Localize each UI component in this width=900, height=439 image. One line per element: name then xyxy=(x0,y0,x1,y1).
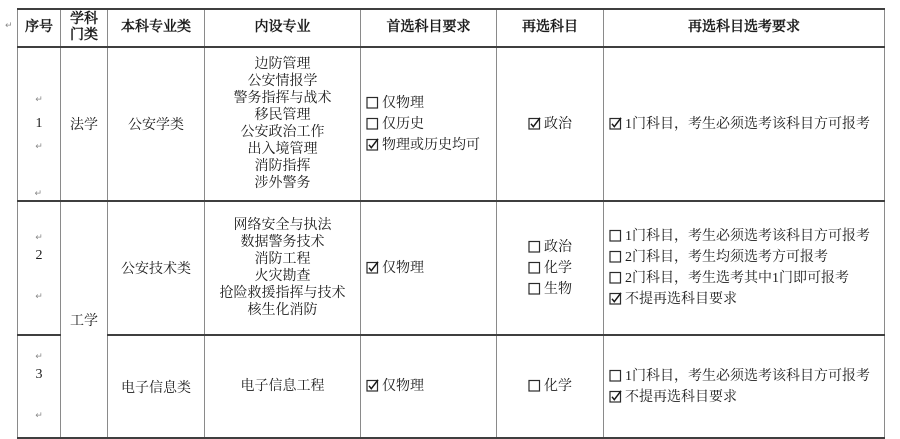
option-label: 仅物理 xyxy=(382,95,424,111)
option-label: 1门科目，考生必须选考该科目方可报考 xyxy=(625,116,870,132)
option-line xyxy=(497,376,603,397)
table-row-2 xyxy=(18,201,885,335)
option-line xyxy=(366,258,496,279)
option-label: 仅物理 xyxy=(382,379,424,394)
option-label: 政治 xyxy=(544,239,572,255)
paragraph-mark: ↵ xyxy=(35,233,43,243)
seq-stack xyxy=(18,353,60,421)
sub-major-line: 消防工程 xyxy=(254,252,311,267)
subject-requirements-table xyxy=(17,8,885,439)
paragraph-mark: ↵ xyxy=(35,410,43,421)
option-label: 化学 xyxy=(544,379,572,394)
discipline-cell-rows-2-3: 工学 xyxy=(61,201,108,438)
sub-majors-cell-row-3 xyxy=(205,335,361,438)
major-class-cell-row-1: 公安学类 xyxy=(108,47,205,201)
checkbox-checked-icon xyxy=(609,292,622,305)
option-label: 生物 xyxy=(544,281,572,297)
checkbox-checked-icon xyxy=(609,117,622,130)
sub-major-line: 边防管理 xyxy=(254,57,311,72)
option-line xyxy=(609,366,884,387)
checkbox-unchecked-icon xyxy=(528,379,541,392)
option-label: 政治 xyxy=(544,116,572,132)
header-reselect-subjects: 再选科目 xyxy=(497,9,604,47)
table-row-3 xyxy=(18,335,885,438)
option-line xyxy=(609,268,884,289)
option-line xyxy=(366,93,496,114)
sub-major-line: 出入境管理 xyxy=(247,142,318,157)
checkbox-checked-icon xyxy=(366,379,379,392)
option-label: 2门科目，考生均须选考方可报考 xyxy=(625,250,828,265)
option-line xyxy=(497,258,603,279)
sub-major-line: 消防指挥 xyxy=(254,159,311,174)
option-label: 1门科目，考生必须选考该科目方可报考 xyxy=(625,368,870,384)
checkbox-unchecked-icon xyxy=(609,250,622,263)
header-discipline: 学科门类 xyxy=(61,9,108,47)
option-line xyxy=(366,114,496,135)
option-line xyxy=(497,237,603,258)
option-label: 不提再选科目要求 xyxy=(625,389,737,405)
reselect-subjects-cell-row-1 xyxy=(497,47,604,201)
checkbox-unchecked-icon xyxy=(609,271,622,284)
checkbox-checked-icon xyxy=(528,117,541,130)
option-label: 仅历史 xyxy=(382,116,424,132)
first-choice-cell-row-1 xyxy=(361,47,497,201)
sub-major-line: 涉外警务 xyxy=(254,176,311,191)
discipline-cell-row-1: 法学 xyxy=(61,47,108,201)
sub-major-line: 数据警务技术 xyxy=(240,235,325,250)
option-label: 2门科目，考生选考其中1门即可报考 xyxy=(625,271,849,286)
paragraph-mark: ↵ xyxy=(35,351,43,362)
sub-major-line: 火灾勘查 xyxy=(254,269,311,284)
sub-major-line: 抢险救援指挥与技术 xyxy=(219,286,346,301)
option-line xyxy=(609,247,884,268)
sub-major-line: 电子信息工程 xyxy=(240,379,325,394)
row-number: 2 xyxy=(35,248,43,263)
option-line xyxy=(366,135,496,156)
reselect-requirements-cell-row-1 xyxy=(604,47,885,201)
sub-majors-cell-row-1 xyxy=(205,47,361,201)
sub-major-line: 核生化消防 xyxy=(247,303,318,318)
header-reselect-requirements: 再选科目选考要求 xyxy=(604,9,885,47)
reselect-subjects-cell-row-3 xyxy=(497,335,604,438)
option-label: 仅物理 xyxy=(382,260,424,276)
option-line xyxy=(366,376,496,397)
sub-major-line: 警务指挥与战术 xyxy=(233,91,332,106)
sub-major-line: 公安政治工作 xyxy=(240,125,325,140)
paragraph-mark: ↵ xyxy=(34,189,43,199)
header-sub-majors: 内设专业 xyxy=(205,9,361,47)
checkbox-unchecked-icon xyxy=(366,117,379,130)
checkbox-checked-icon xyxy=(366,138,379,151)
option-label: 物理或历史均可 xyxy=(382,137,480,153)
header-row xyxy=(18,9,885,47)
first-choice-cell-row-2 xyxy=(361,201,497,335)
row-number: 1 xyxy=(35,116,43,131)
row-number: 3 xyxy=(35,366,43,382)
option-label: 化学 xyxy=(544,260,572,276)
checkbox-unchecked-icon xyxy=(528,240,541,253)
checkbox-unchecked-icon xyxy=(366,96,379,109)
first-choice-cell-row-3 xyxy=(361,335,497,438)
paragraph-mark: ↵ xyxy=(35,95,43,105)
reselect-requirements-cell-row-2 xyxy=(604,201,885,335)
paragraph-mark: ↵ xyxy=(35,292,43,302)
checkbox-checked-icon xyxy=(609,390,622,403)
paragraph-mark: ↵ xyxy=(5,21,13,31)
option-line xyxy=(609,226,884,247)
checkbox-unchecked-icon xyxy=(609,229,622,242)
reselect-subjects-cell-row-2 xyxy=(497,201,604,335)
sub-major-line: 移民管理 xyxy=(254,108,311,123)
option-label: 1门科目，考生必须选考该科目方可报考 xyxy=(625,229,870,244)
option-line xyxy=(609,387,884,408)
checkbox-unchecked-icon xyxy=(609,369,622,382)
seq-cell-row-1 xyxy=(18,47,61,201)
table-row-1 xyxy=(18,47,885,201)
sub-major-line: 公安情报学 xyxy=(247,74,318,89)
seq-stack xyxy=(18,234,60,302)
option-line xyxy=(609,289,884,310)
major-class-cell-row-3: 电子信息类 xyxy=(108,335,205,438)
sub-majors-cell-row-2 xyxy=(205,201,361,335)
option-line xyxy=(497,279,603,300)
option-line xyxy=(609,114,884,135)
option-line xyxy=(497,114,603,135)
option-label: 不提再选科目要求 xyxy=(625,292,737,307)
header-first-choice: 首选科目要求 xyxy=(361,9,497,47)
header-major-class: 本科专业类 xyxy=(108,9,205,47)
checkbox-unchecked-icon xyxy=(528,261,541,274)
paragraph-mark: ↵ xyxy=(35,142,43,152)
seq-cell-row-2 xyxy=(18,201,61,335)
seq-stack xyxy=(18,96,60,152)
checkbox-unchecked-icon xyxy=(528,282,541,295)
header-seq: 序号 xyxy=(18,9,61,47)
major-class-cell-row-2: 公安技术类 xyxy=(108,201,205,335)
seq-cell-row-3 xyxy=(18,335,61,438)
reselect-requirements-cell-row-3 xyxy=(604,335,885,438)
sub-major-line: 网络安全与执法 xyxy=(233,218,332,233)
checkbox-checked-icon xyxy=(366,261,379,274)
